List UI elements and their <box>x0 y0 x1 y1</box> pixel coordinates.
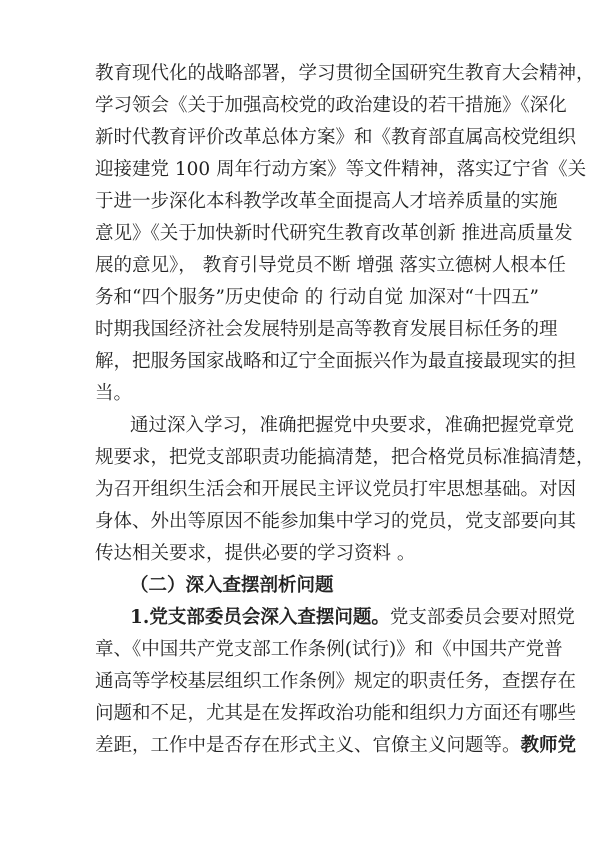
paragraph-line: 解，把服务国家战略和辽宁全面振兴作为最直接最现实的担 <box>95 351 577 372</box>
subsection-title: 1.党支部委员会深入查摆问题。 <box>130 607 390 628</box>
paragraph-line: 传达相关要求，提供必要的学习资料 。 <box>95 543 416 564</box>
paragraph-line: 为召开组织生活会和开展民主评议党员打牢思想基础。对因 <box>95 479 577 500</box>
paragraph-line: 务和“四个服务”历史使命 的 行动自觉 加深对“十四五” <box>95 287 539 308</box>
paragraph-line: 新时代教育评价改革总体方案》和《教育部直属高校党组织 <box>95 127 577 148</box>
paragraph-line: 通高等学校基层组织工作条例》规定的职责任务，查摆存在 <box>95 671 577 692</box>
paragraph-text: 党支部委员会要对照党 <box>389 607 575 628</box>
paragraph-line: 章、《中国共产党支部工作条例(试行)》和《中国共产党普 <box>95 639 563 660</box>
paragraph-text: 差距，工作中是否存在形式主义、官僚主义问题等。 <box>95 735 521 756</box>
paragraph-line: 规要求，把党支部职责功能搞清楚，把合格党员标准搞清楚， <box>95 447 595 468</box>
paragraph-line: 教育现代化的战略部署，学习贯彻全国研究生教育大会精神， <box>95 63 595 84</box>
paragraph-line: 意见》《关于加快新时代研究生教育改革创新 推进高质量发 <box>95 223 573 244</box>
paragraph-line: 学习领会《关于加强高校党的政治建设的若干措施》《深化 <box>95 95 567 116</box>
section-heading: （二）深入查摆剖析问题 <box>130 575 334 596</box>
paragraph-line: 身体、外出等原因不能参加集中学习的党员，党支部要向其 <box>95 511 577 532</box>
paragraph-line <box>130 606 575 630</box>
paragraph-line: 展的意见》， 教育引导党员不断 增强 落实立德树人根本任 <box>95 255 566 276</box>
paragraph-line: 时期我国经济社会发展特别是高等教育发展目标任务的理 <box>95 319 558 340</box>
paragraph-line: 迎接建党 100 周年行动方案》等文件精神，落实辽宁省《关 <box>95 159 587 180</box>
paragraph-line: 于进一步深化本科教学改革全面提高人才培养质量的实施 <box>95 191 558 212</box>
paragraph-line <box>95 734 577 758</box>
paragraph-line: 通过深入学习，准确把握党中央要求，准确把握党章党 <box>130 415 575 436</box>
paragraph-line: 问题和不足，尤其是在发挥政治功能和组织力方面还有哪些 <box>95 703 577 724</box>
emphasis-text: 教师党 <box>520 735 577 756</box>
paragraph-line: 当。 <box>95 383 133 404</box>
